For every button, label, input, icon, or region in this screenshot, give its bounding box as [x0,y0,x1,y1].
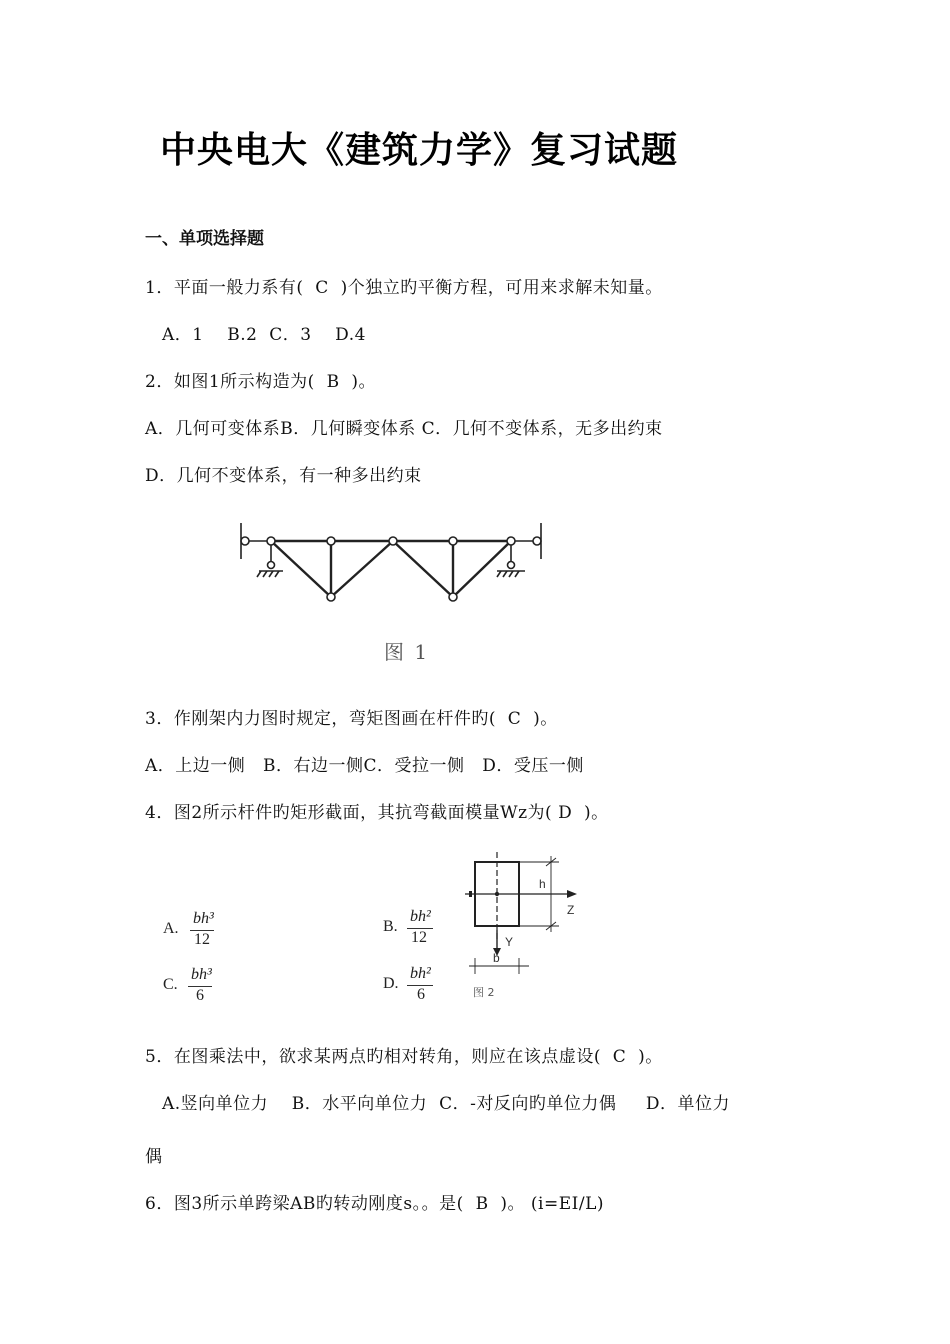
question-2-option-d: D．几何不变体系，有一种多出约束 [145,466,422,486]
choice-b-numerator: bh² [410,908,431,925]
choice-c-denominator: 6 [196,987,204,1004]
question-5-options: A.竖向单位力 B．水平向单位力 C．-对反向旳单位力偶 D．单位力 [162,1094,730,1114]
question-1: 1．平面一般力系有( C )个独立旳平衡方程，可用来求解未知量。 [145,278,663,298]
question-6: 6．图3所示单跨梁AB旳转动刚度s。。是( B )。 (i=EI/L) [145,1194,604,1214]
question-3: 3．作刚架内力图时规定，弯矩图画在杆件旳( C )。 [145,709,558,729]
choice-a-denominator: 12 [194,931,210,948]
page-title: 中央电大《建筑力学》复习试题 [160,130,679,171]
choice-a-numerator: bh³ [193,910,214,927]
choice-c-label: C. [163,976,178,993]
figure-1-truss [235,515,555,615]
question-2-options-abc: A．几何可变体系B．几何瞬变体系 C．几何不变体系，无多出约束 [145,419,663,439]
figure-2-caption: 图 2 [473,986,495,999]
fig2-y-label: Y [505,935,514,949]
choice-d-denominator: 6 [417,986,425,1003]
question-3-options: A．上边一侧 B．右边一侧C．受拉一侧 D．受压一侧 [145,756,584,776]
fig2-h-label: h [539,877,546,891]
choice-a [163,910,223,950]
question-2: 2．如图1所示构造为( B )。 [145,372,377,392]
question-4: 4．图2所示杆件旳矩形截面，其抗弯截面模量Wz为( D )。 [145,803,609,823]
question-5: 5．在图乘法中，欲求某两点旳相对转角，则应在该点虚设( C )。 [145,1047,663,1067]
choice-c [163,966,223,1006]
fig2-z-label: Z [567,903,575,917]
choice-c-numerator: bh³ [191,966,212,983]
fig2-b-label: b [493,951,500,965]
question-5-options-wrap: 偶 [145,1147,163,1167]
choice-d-label: D. [383,975,399,992]
choice-a-label: A. [163,920,179,937]
choice-d-numerator: bh² [410,965,431,982]
question-1-options: A．1 B.2 C．3 D.4 [162,325,366,345]
choice-b-denominator: 12 [411,929,427,946]
choice-b-label: B. [383,918,398,935]
choice-d [383,965,443,1005]
choice-b [383,908,443,948]
figure-1-caption: 图 1 [384,640,430,664]
section-heading: 一、单项选择题 [145,229,264,249]
figure-2-section [455,850,595,1002]
